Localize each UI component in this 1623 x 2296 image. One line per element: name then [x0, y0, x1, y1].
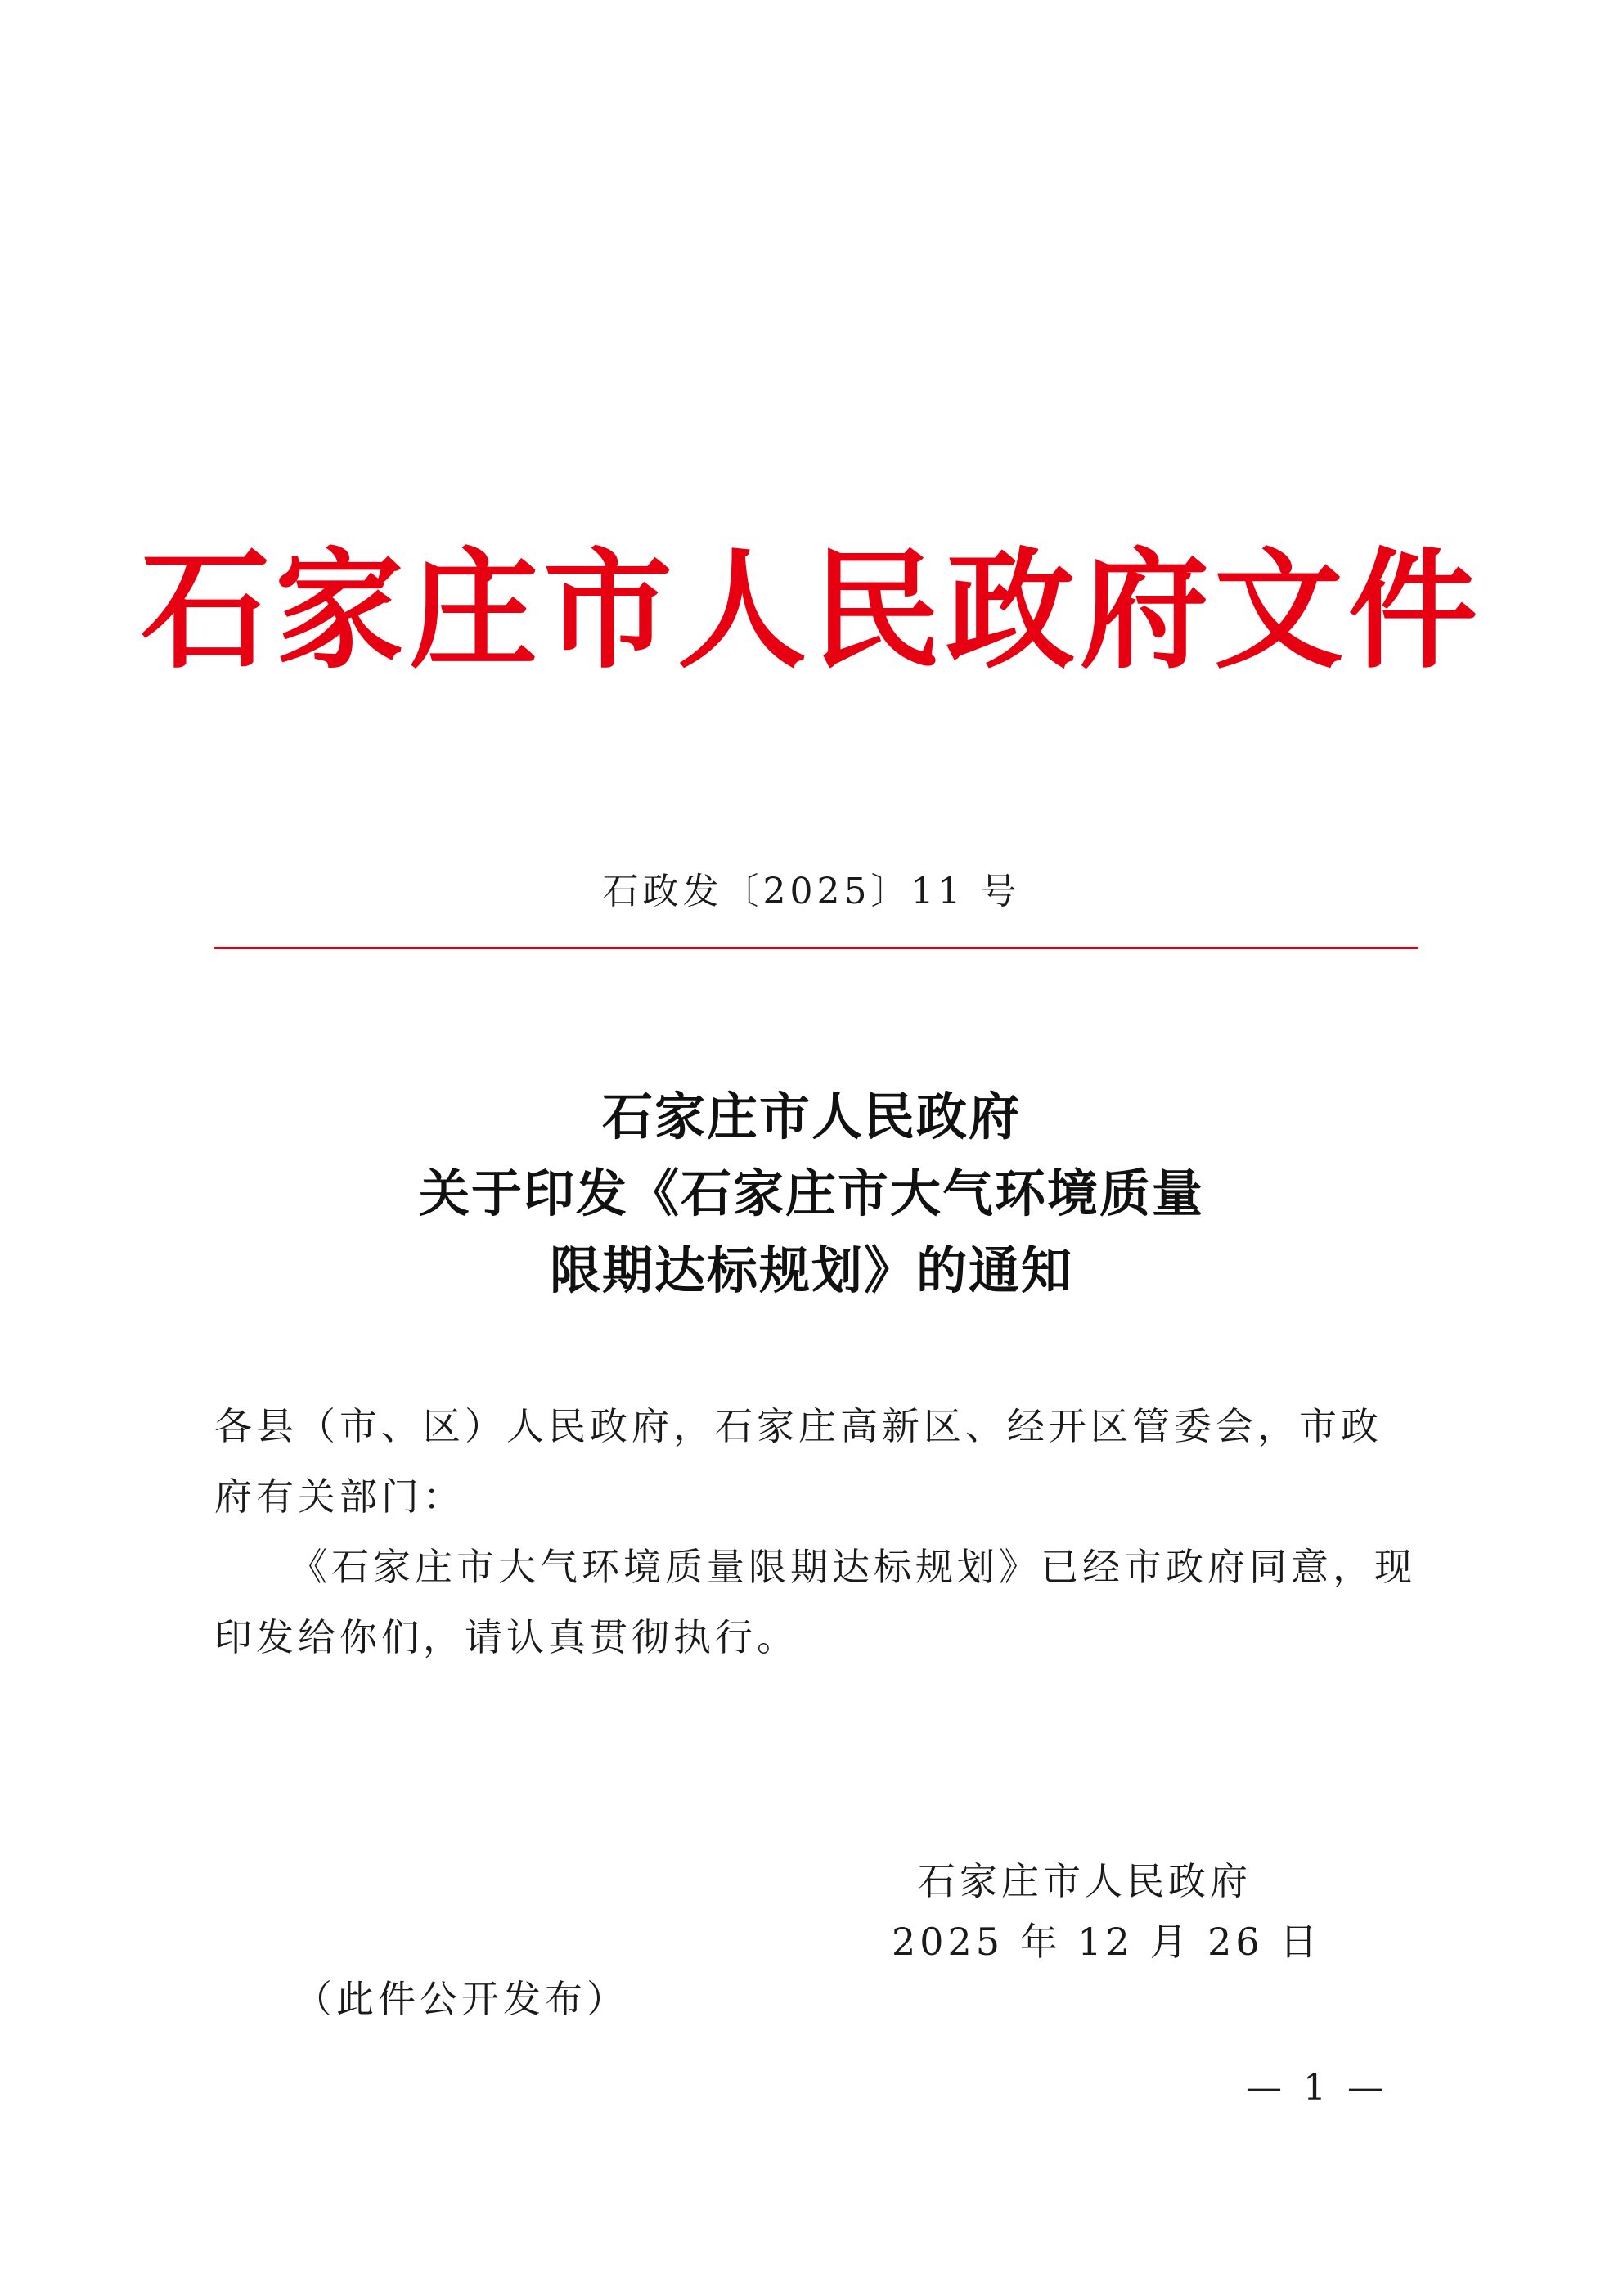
page-number: — 1 —	[1246, 2067, 1388, 2109]
title-line-1: 石家庄市人民政府	[601, 1087, 1021, 1146]
masthead-title: 石家庄市人民政府文件	[141, 535, 1482, 687]
addressees: 各县（市、区）人民政府，石家庄高新区、经开区管委会，市政府有关部门：	[214, 1404, 1382, 1519]
body-paragraph: 《石家庄市大气环境质量限期达标规划》已经市政府同意，现印发给你们，请认真贯彻执行。	[214, 1545, 1416, 1659]
issuer-name: 石家庄市人民政府	[918, 1859, 1252, 1903]
public-release-note: （此件公开发布）	[294, 1977, 628, 2021]
document-title	[0, 1078, 1623, 1309]
signature-block	[892, 1851, 1322, 1972]
issue-date: 2025 年 12 月 26 日	[892, 1920, 1322, 1964]
title-line-2: 关于印发《石家庄市大气环境质量	[418, 1164, 1204, 1223]
document-number: 石政发〔2025〕11 号	[602, 871, 1021, 912]
title-line-3: 限期达标规划》的通知	[549, 1240, 1073, 1300]
red-separator-line	[214, 947, 1418, 949]
body-text	[214, 1391, 1418, 1672]
